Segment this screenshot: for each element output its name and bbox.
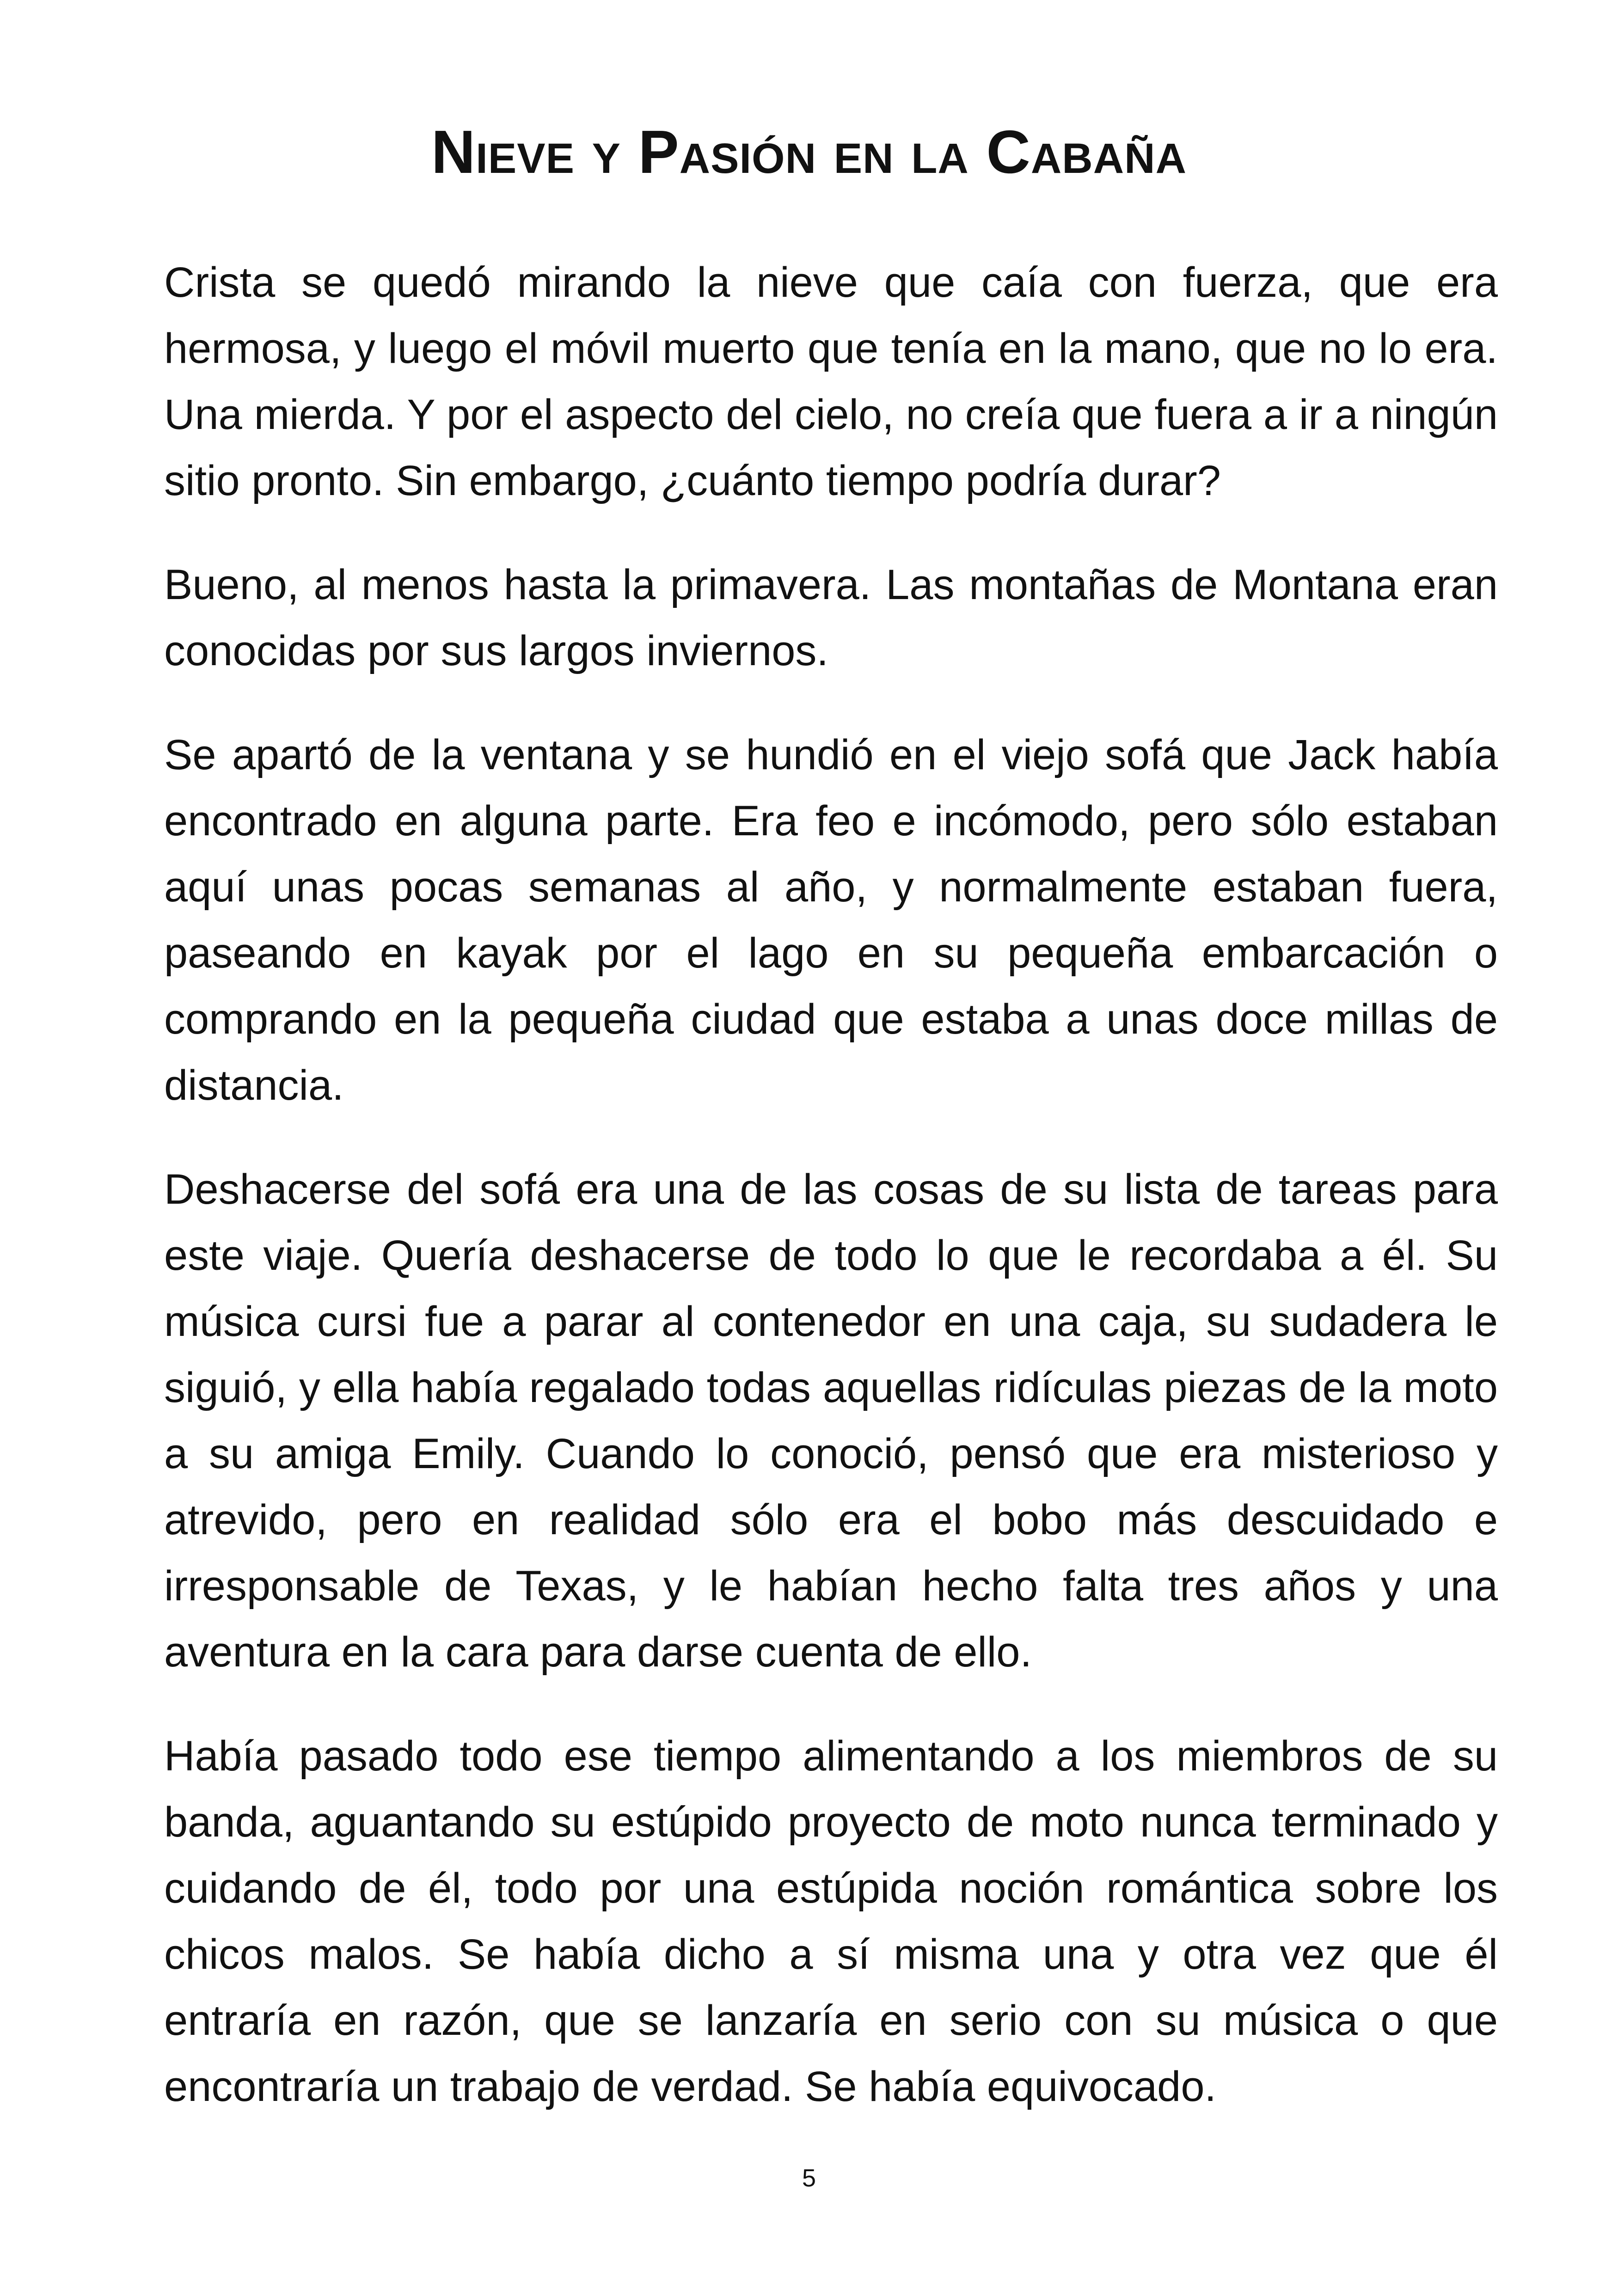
paragraph-3: Se apartó de la ventana y se hundió en el viejo sofá que Jack había encontrado en alguna parte. Era feo e incómodo, pero sólo estaban aquí unas pocas semanas al año, y normalmente estaban fuera, paseando en kayak por el lago en su pequeña embarcación o comprando en la pequeña ciudad que estaba a unas doce millas de distancia. [164, 731, 1498, 1109]
paragraph-5: Había pasado todo ese tiempo alimentando a los miembros de su banda, aguantando su estúpido proyecto de moto nunca terminado y cuidando de él, todo por una estúpida noción romántica sobre los chicos malos. Se había dicho a sí misma una y otra vez que él entraría en razón, que se lanzaría en serio con su música o que encontraría un trabajo de verdad. Se había equivocado. [164, 1733, 1498, 2110]
page-number: 5 [802, 2164, 816, 2192]
paragraph-4: Deshacerse del sofá era una de las cosas de su lista de tareas para este viaje. Quería deshacerse de todo lo que le recordaba a él. Su música cursi fue a parar al contenedor en una caja, su sudadera le siguió, y ella había regalado todas aquellas ridículas piezas de la moto a su amiga Emily. Cuando lo conoció, pensó que era misterioso y atrevido, pero en realidad sólo era el bobo más descuidado e irresponsable de Texas, y le habían hecho falta tres años y una aventura en la cara para darse cuenta de ello. [164, 1166, 1498, 1676]
paragraph-1: Crista se quedó mirando la nieve que caía con fuerza, que era hermosa, y luego el móvil muerto que tenía en la mano, que no lo era. Una mierda. Y por el aspecto del cielo, no creía que fuera a ir a ningún sitio pronto. Sin embargo, ¿cuánto tiempo podría durar? [164, 259, 1498, 504]
paragraph-2: Bueno, al menos hasta la primavera. Las montañas de Montana eran conocidas por sus largos inviernos. [164, 561, 1498, 674]
body-text [164, 250, 1498, 2158]
chapter-title: Nieve y Pasión en la Cabaña [431, 118, 1187, 186]
